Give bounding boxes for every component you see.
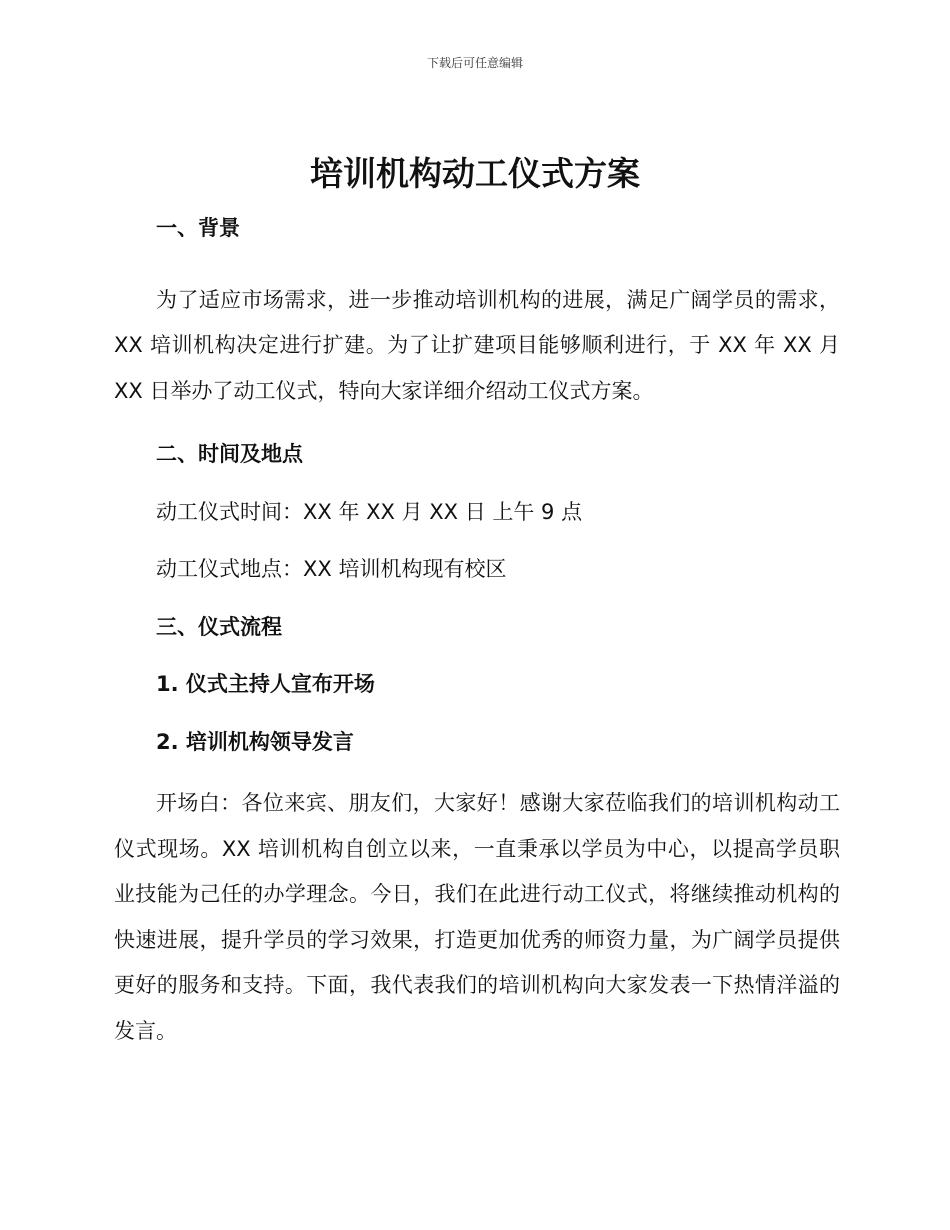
section-heading-process: 三、仪式流程 [156,614,282,639]
time-line: 动工仪式时间：XX 年 XX 月 XX 日 上午 9 点 [156,499,583,524]
speech-paragraph: 开场白：各位来宾、朋友们，大家好！感谢大家莅临我们的培训机构动工仪式现场。XX 培训机构自创立以来，一直秉承以学员为中心，以提高学员职业技能为己任的办学理念。今日，我们在此进行动工仪式，将继续推动机构的快速进展，提升学员的学习效果，打造更加优秀的师资力量，为广阔学员提供更好的服务和支持。下面，我代表我们的培训机构向大家发表一下热情洋溢的发言。 [114,791,840,1043]
process-step-2: 2. 培训机构领导发言 [156,729,354,754]
process-step-1: 1. 仪式主持人宣布开场 [156,672,375,696]
document-title: 培训机构动工仪式方案 [310,154,640,193]
header-note: 下载后可任意编辑 [426,56,523,70]
place-line: 动工仪式地点：XX 培训机构现有校区 [156,557,507,581]
section-heading-background: 一、背景 [156,216,240,240]
background-paragraph: 为了适应市场需求，进一步推动培训机构的进展，满足广阔学员的需求，XX 培训机构决定进行扩建。为了让扩建项目能够顺利进行，于 XX 年 XX 月 XX 日举办了动工仪式，特向大家详细介绍动工仪式方案。 [114,287,840,403]
section-heading-time-place: 二、时间及地点 [156,442,303,466]
document-body [114,200,840,1066]
